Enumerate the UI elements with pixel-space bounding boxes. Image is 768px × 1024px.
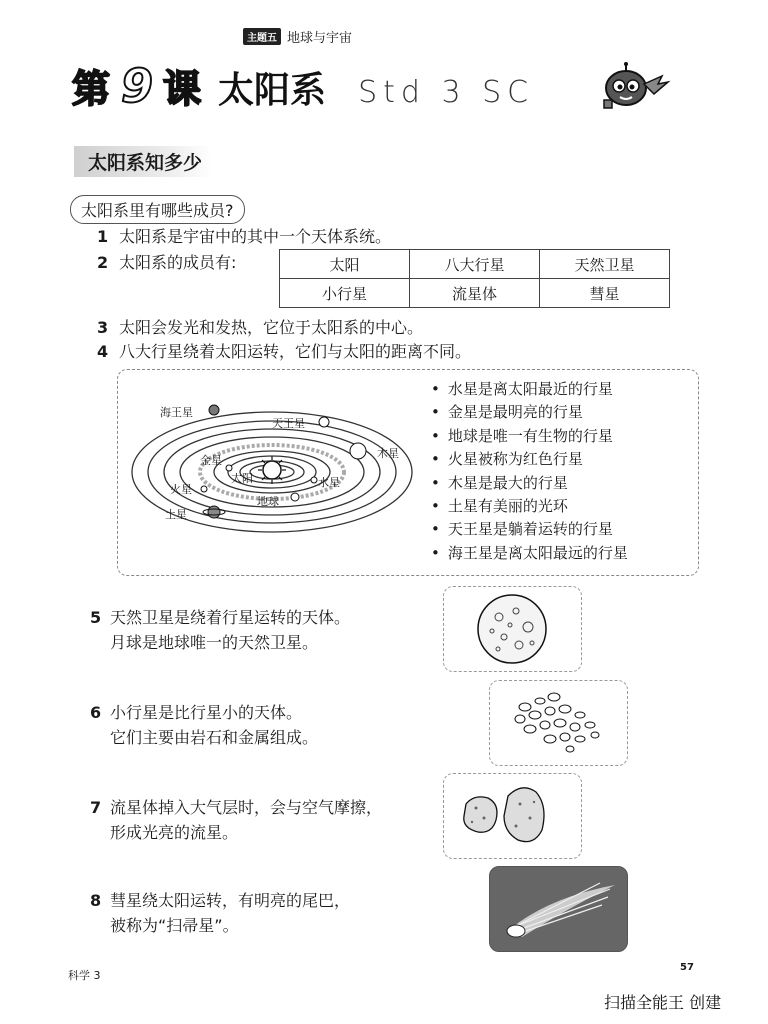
earth-icon — [291, 493, 299, 501]
item-number: 6 — [90, 703, 102, 722]
mars-icon — [201, 486, 207, 492]
item-text: 太阳会发光和发热，它位于太阳系的中心。 — [119, 318, 424, 337]
desc-line-1: 流星体掉入大气层时，会与空气摩擦， — [110, 798, 383, 817]
item-text: 八大行星绕着太阳运转，它们与太阳的距离不同。 — [119, 342, 472, 361]
item-4 — [97, 340, 471, 364]
item-text: 太阳系的成员有: — [119, 253, 237, 272]
list-item: • 木星是最大的行星 — [431, 472, 628, 495]
label-jupiter: 木星 — [377, 447, 399, 460]
footer-subject: 科学 3 — [68, 969, 101, 982]
theme-tag — [243, 27, 352, 46]
label-saturn: 土星 — [165, 508, 187, 521]
table-row — [280, 250, 670, 279]
table-cell: 八大行星 — [410, 250, 540, 279]
list-item: • 土星有美丽的光环 — [431, 495, 628, 518]
desc-line-2: 形成光亮的流星。 — [110, 823, 239, 842]
item-number: 4 — [97, 342, 109, 361]
label-earth: 地球 — [257, 495, 279, 508]
lesson-number: 9 — [121, 59, 154, 113]
asteroids-illustration — [490, 681, 627, 765]
solar-system-diagram — [120, 372, 420, 572]
item-number: 8 — [90, 891, 102, 910]
lesson-prefix: 第 — [72, 67, 112, 111]
uranus-icon — [319, 417, 329, 427]
item-2 — [97, 251, 236, 275]
list-item: • 海王星是离太阳最远的行星 — [431, 542, 628, 565]
section-heading: 太阳系知多少 — [74, 146, 212, 177]
label-mars: 火星 — [170, 483, 192, 496]
label-venus: 金星 — [200, 454, 222, 467]
label-neptune: 海王星 — [160, 406, 193, 419]
item-3 — [97, 316, 423, 340]
comet-illustration — [490, 867, 627, 951]
sun-icon — [258, 456, 286, 484]
item-number: 7 — [90, 798, 102, 817]
desc-line-1: 彗星绕太阳运转，有明亮的尾巴， — [110, 891, 351, 910]
list-item: • 金星是最明亮的行星 — [431, 401, 628, 424]
item-number: 3 — [97, 318, 109, 337]
table-cell: 小行星 — [280, 279, 410, 308]
handwritten-note: Std 3 SC — [358, 75, 535, 110]
item-5 — [90, 605, 350, 655]
desc-line-1: 小行星是比行星小的天体。 — [110, 703, 303, 722]
table-cell: 天然卫星 — [540, 250, 670, 279]
planet-facts-list — [431, 378, 628, 565]
moon-image-box — [443, 586, 582, 672]
list-item: • 水星是离太阳最近的行星 — [431, 378, 628, 401]
list-item: • 火星被称为红色行星 — [431, 448, 628, 471]
lesson-suffix: 课 — [163, 67, 203, 111]
desc-line-2: 月球是地球唯一的天然卫星。 — [110, 633, 319, 652]
table-cell: 彗星 — [540, 279, 670, 308]
saturn-icon — [203, 506, 225, 518]
table-cell: 太阳 — [280, 250, 410, 279]
page-number: 57 — [680, 962, 694, 973]
label-uranus: 天王星 — [272, 417, 305, 430]
item-1 — [97, 225, 391, 249]
list-item: • 地球是唯一有生物的行星 — [431, 425, 628, 448]
meteoroids-illustration — [444, 774, 581, 858]
desc-line-2: 它们主要由岩石和金属组成。 — [110, 728, 319, 747]
robot-mascot-icon — [596, 62, 676, 112]
members-table — [279, 249, 670, 308]
lesson-name: 太阳系 — [218, 70, 327, 111]
subsection-heading: 太阳系里有哪些成员? — [70, 195, 245, 224]
item-number: 2 — [97, 253, 109, 272]
item-7 — [90, 795, 382, 845]
list-item: • 天王星是躺着运转的行星 — [431, 518, 628, 541]
moon-illustration — [444, 587, 581, 671]
item-8 — [90, 888, 350, 938]
comet-image-box — [489, 866, 628, 952]
item-6 — [90, 700, 318, 750]
meteoroids-image-box — [443, 773, 582, 859]
mercury-icon — [311, 477, 317, 483]
desc-line-1: 天然卫星是绕着行星运转的天体。 — [110, 608, 351, 627]
scanner-watermark: 扫描全能王 创建 — [604, 993, 722, 1012]
desc-line-2: 被称为“扫帚星”。 — [110, 916, 239, 935]
theme-badge: 主题五 — [243, 28, 281, 45]
table-cell: 流星体 — [410, 279, 540, 308]
item-number: 1 — [97, 227, 109, 246]
asteroids-image-box — [489, 680, 628, 766]
neptune-icon — [209, 405, 219, 415]
theme-name: 地球与宇宙 — [287, 31, 353, 46]
label-sun: 太阳 — [231, 472, 253, 485]
item-number: 5 — [90, 608, 102, 627]
item-text: 太阳系是宇宙中的其中一个天体系统。 — [119, 227, 392, 246]
label-mercury: 水星 — [318, 476, 340, 489]
jupiter-icon — [350, 443, 366, 459]
table-row — [280, 279, 670, 308]
lesson-title — [72, 58, 534, 113]
